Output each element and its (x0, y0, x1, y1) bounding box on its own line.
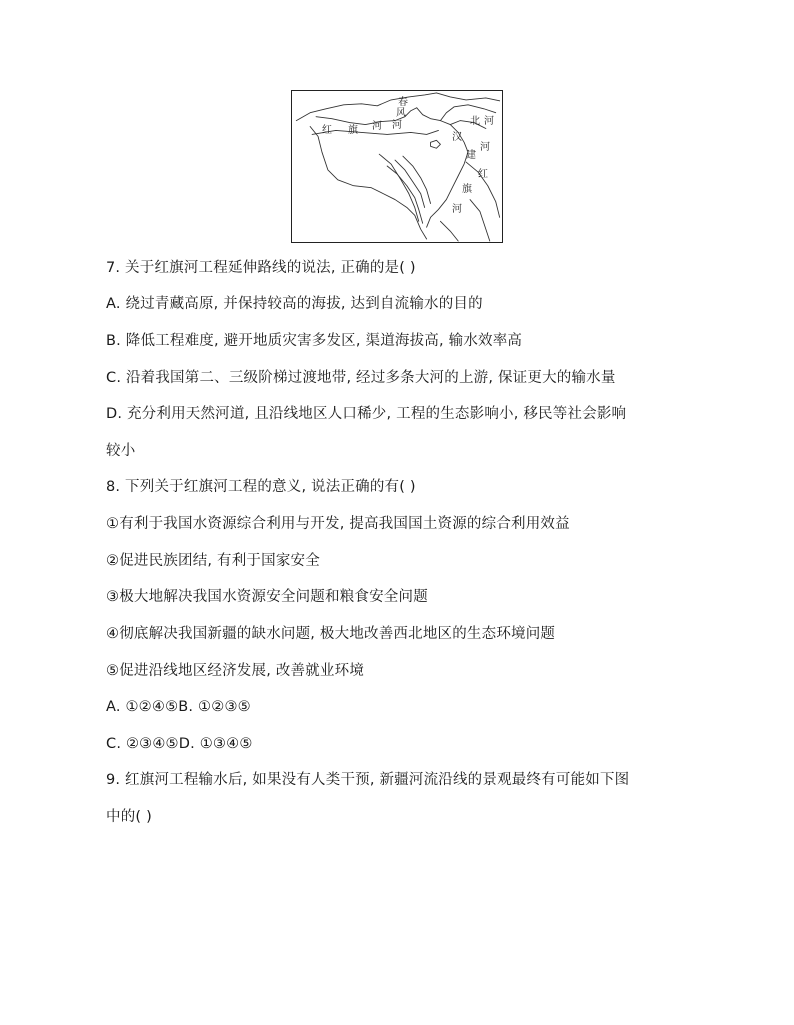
map-label-chun: 春 (398, 97, 408, 108)
map-label-he-top: 河 (392, 120, 402, 131)
river-line (403, 156, 431, 203)
map-label-jian: 建 (466, 150, 476, 161)
map-label-he-mid: 河 (480, 142, 490, 153)
q8-options-cd: C. ②③④⑤D. ①③④⑤ (106, 736, 253, 752)
map-label-qi-east: 旗 (462, 184, 472, 195)
q8-statement-2: ②促进民族团结, 有利于国家安全 (106, 553, 320, 569)
river-line (450, 121, 486, 129)
border-line (310, 127, 426, 240)
q8-options-ab: A. ①②④⑤B. ①②③⑤ (106, 699, 251, 715)
lake-outline (431, 140, 441, 148)
border-line (440, 221, 458, 241)
river-line (395, 160, 425, 207)
map-figure (291, 90, 503, 243)
q8-statement-3: ③极大地解决我国水资源安全问题和粮食安全问题 (106, 589, 428, 605)
q7-stem: 7. 关于红旗河工程延伸路线的说法, 正确的是( ) (106, 260, 416, 276)
map-label-feng: 风 (396, 108, 406, 119)
q9-stem-continued: 中的( ) (106, 809, 152, 825)
q8-statement-5: ⑤促进沿线地区经济发展, 改善就业环境 (106, 663, 365, 679)
border-line (470, 200, 490, 241)
map-label-qi-west: 旗 (348, 125, 358, 136)
map-label-bei: 北 (470, 116, 480, 127)
q8-stem: 8. 下列关于红旗河工程的意义, 说法正确的有( ) (106, 479, 416, 495)
map-label-hong-east: 红 (478, 169, 488, 180)
border-line (436, 93, 499, 101)
q9-stem: 9. 红旗河工程输水后, 如果没有人类干预, 新疆河流沿线的景观最终有可能如下图 (106, 772, 630, 788)
river-line (387, 166, 423, 223)
q8-statement-4: ④彻底解决我国新疆的缺水问题, 极大地改善西北地区的生态环境问题 (106, 626, 556, 642)
map-label-he-west: 河 (372, 121, 382, 132)
q7-option-c: C. 沿着我国第二、三级阶梯过渡地带, 经过多条大河的上游, 保证更大的输水量 (106, 370, 616, 386)
map-label-hong-west: 红 (322, 125, 332, 136)
q7-option-d-continued: 较小 (106, 443, 136, 459)
map-label-he-ne: 河 (484, 116, 494, 127)
map-label-han: 汉 (452, 132, 462, 143)
q7-option-d: D. 充分利用天然河道, 且沿线地区人口稀少, 工程的生态影响小, 移民等社会影响 (106, 406, 627, 422)
q7-option-b: B. 降低工程难度, 避开地质灾害多发区, 渠道海拔高, 输水效率高 (106, 333, 523, 349)
q8-statement-1: ①有利于我国水资源综合利用与开发, 提高我国国土资源的综合利用效益 (106, 516, 570, 532)
q7-option-a: A. 绕过青藏高原, 并保持较高的海拔, 达到自流输水的目的 (106, 296, 483, 312)
map-label-he-east: 河 (452, 204, 462, 215)
